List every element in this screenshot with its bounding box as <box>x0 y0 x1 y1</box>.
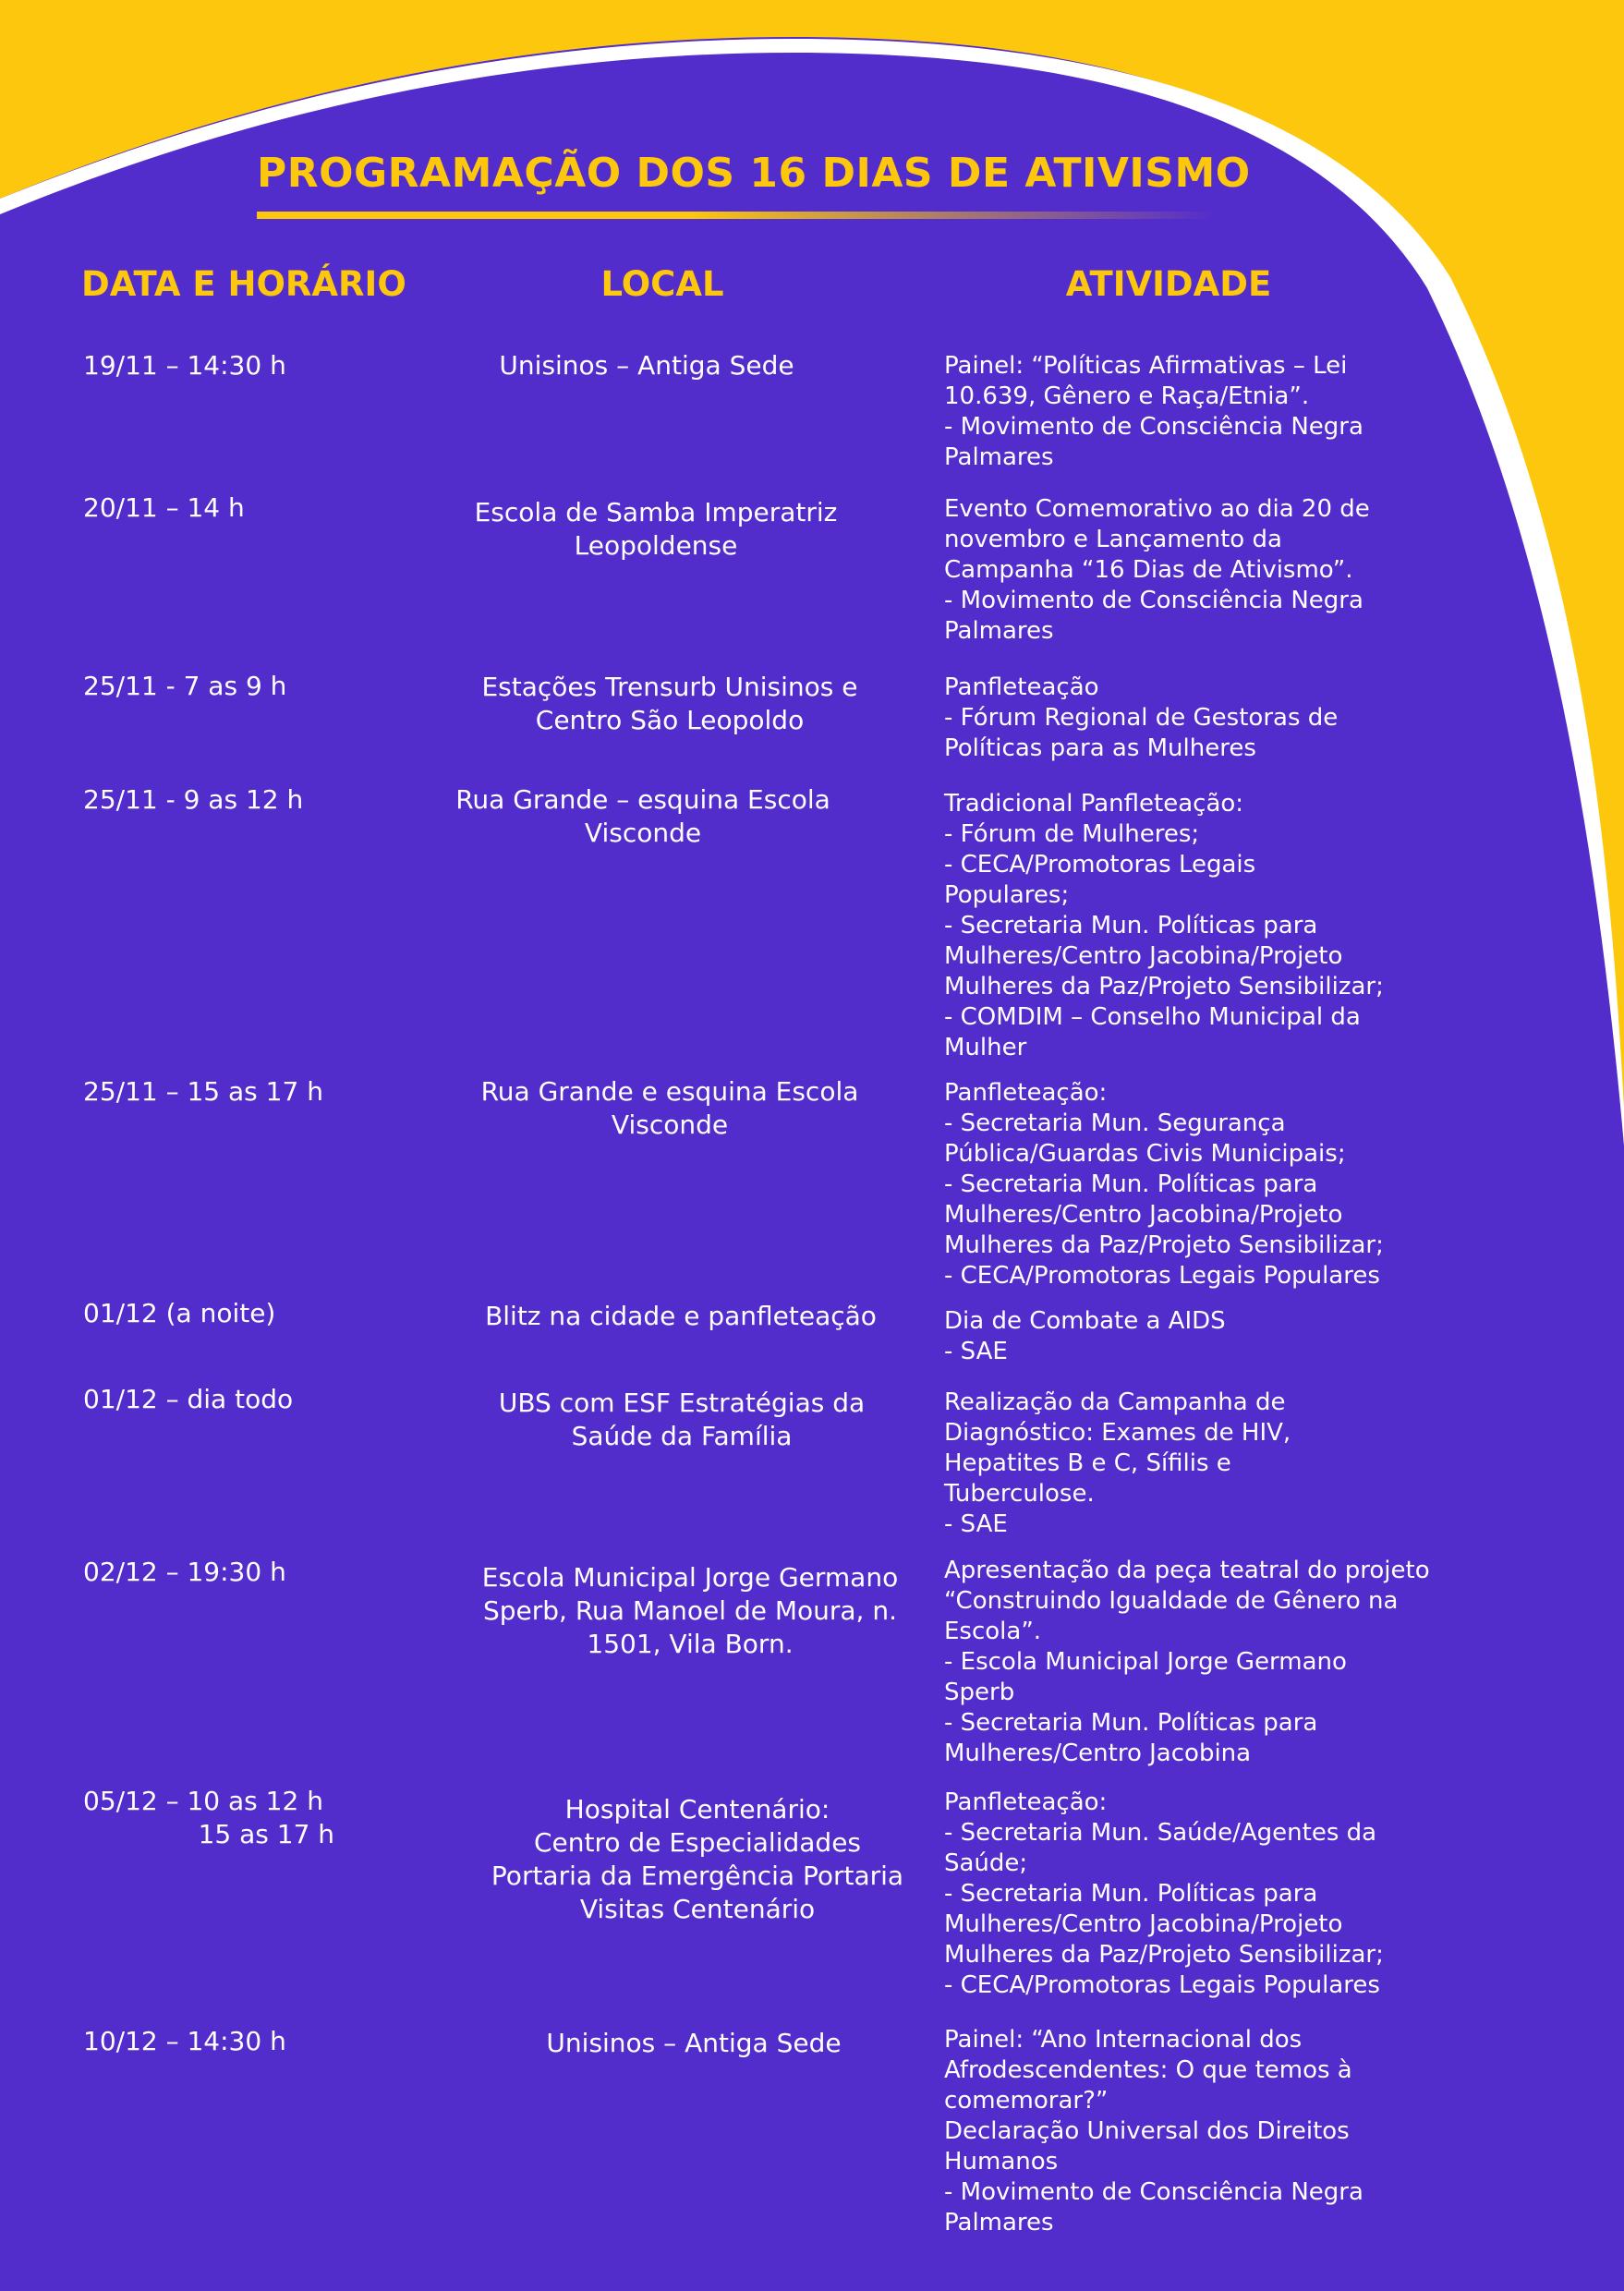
event-local: Rua Grande – esquina Escola Visconde <box>455 784 830 848</box>
event-local: Escola Municipal Jorge Germano Sperb, Rua Manoel de Moura, n. 1501, Vila Born. <box>481 1562 899 1659</box>
event-activity: Panfleteação: - Secretaria Mun. Saúde/Agentes da Saúde; - Secretaria Mun. Políticas para Mulheres/Centro Jacobina/Projeto Mulheres da Paz/Projeto Sensibilizar; - CECA/Promotoras Legais Populares <box>944 1788 1384 1999</box>
event-date: 01/12 (a noite) <box>83 1298 276 1328</box>
title-underline <box>257 212 1218 219</box>
event-activity: Realização da Campanha de Diagnóstico: Exames de HIV, Hepatites B e C, Sífilis e Tuberculose. - SAE <box>944 1388 1291 1538</box>
event-local: Hospital Centenário: Centro de Especialidades Portaria da Emergência Portaria Visitas Centenário <box>491 1794 904 1924</box>
event-activity: Painel: “Políticas Afirmativas – Lei 10.639, Gênero e Raça/Etnia”. - Movimento de Consciência Negra Palmares <box>944 352 1363 471</box>
event-activity: Tradicional Panfleteação: - Fórum de Mulheres; - CECA/Promotoras Legais Populares; - Secretaria Mun. Políticas para Mulheres/Centro Jacobina/Projeto Mulheres da Paz/Projeto Sensibilizar; - COMDIM – Conselho Municipal da Mulher <box>944 790 1384 1061</box>
event-local: Rua Grande e esquina Escola Visconde <box>480 1076 859 1140</box>
event-activity: Apresentação da peça teatral do projeto “Construindo Igualdade de Gênero na Escola”. - Escola Municipal Jorge Germano Sperb - Secretaria Mun. Políticas para Mulheres/Centro Jacobina <box>944 1557 1430 1767</box>
event-date: 01/12 – dia todo <box>83 1384 294 1414</box>
event-local: Unisinos – Antiga Sede <box>546 2028 842 2058</box>
event-date: 20/11 – 14 h <box>83 492 245 523</box>
event-activity: Dia de Combate a AIDS - SAE <box>944 1307 1226 1365</box>
event-activity: Evento Comemorativo ao dia 20 de novembro e Lançamento da Campanha “16 Dias de Ativismo”. - Movimento de Consciência Negra Palmares <box>944 495 1370 645</box>
page-title: PROGRAMAÇÃO DOS 16 DIAS DE ATIVISMO <box>257 150 1251 197</box>
event-date: 05/12 – 10 as 12 h 15 as 17 h <box>83 1786 335 1849</box>
event-date: 25/11 - 9 as 12 h <box>83 784 304 815</box>
header-local: LOCAL <box>600 264 724 304</box>
event-local: Unisinos – Antiga Sede <box>499 350 794 381</box>
event-local: Escola de Samba Imperatriz Leopoldense <box>474 497 838 561</box>
event-local: Estações Trensurb Unisinos e Centro São Leopoldo <box>481 672 858 735</box>
event-date: 25/11 - 7 as 9 h <box>83 671 287 701</box>
event-date: 10/12 – 14:30 h <box>83 2026 286 2056</box>
header-activity: ATIVIDADE <box>1065 264 1272 304</box>
event-date: 19/11 – 14:30 h <box>83 350 286 381</box>
event-activity: Painel: “Ano Internacional dos Afrodescendentes: O que temos à comemorar?” Declaração Universal dos Direitos Humanos - Movimento de Consciência Negra Palmares <box>944 2026 1363 2236</box>
event-local: Blitz na cidade e panfleteação <box>485 1301 877 1331</box>
event-activity: Panfleteação - Fórum Regional de Gestoras de Políticas para as Mulheres <box>944 673 1339 762</box>
event-local: UBS com ESF Estratégias da Saúde da Família <box>498 1388 866 1451</box>
event-date: 25/11 – 15 as 17 h <box>83 1076 323 1107</box>
header-date: DATA E HORÁRIO <box>81 264 406 304</box>
event-activity: Panfleteação: - Secretaria Mun. Segurança Pública/Guardas Civis Municipais; - Secretaria Mun. Políticas para Mulheres/Centro Jacobina/Projeto Mulheres da Paz/Projeto Sensibilizar; - CECA/Promotoras Legais Populares <box>944 1079 1384 1290</box>
event-date: 02/12 – 19:30 h <box>83 1557 286 1587</box>
